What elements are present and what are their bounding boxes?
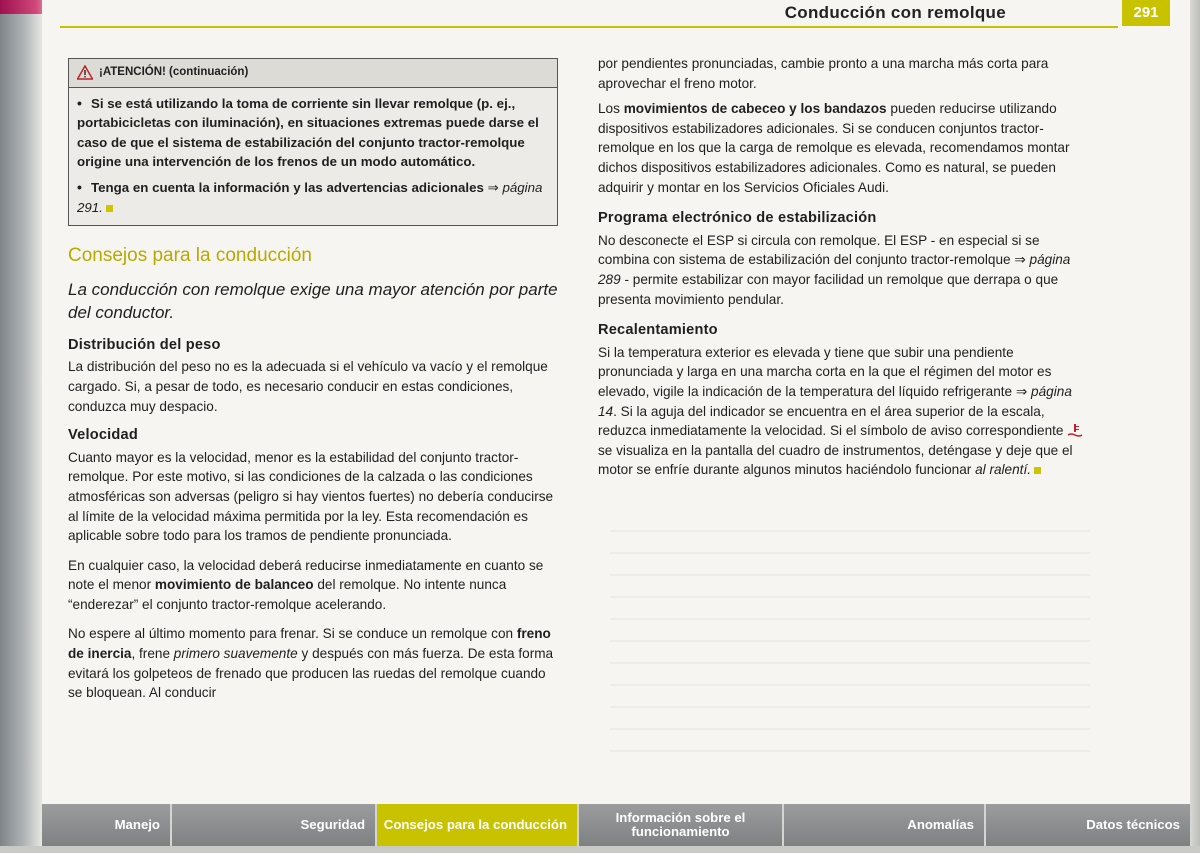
paragraph: Cuanto mayor es la velocidad, menor es la estabilidad del conjunto tractor-remolque. Por este motivo, si las condiciones de la calzada o las condiciones atmosféricas son adversas (peligro si hay vientos fuertes) no debería conducirse al límite de la velocidad máxima permitida por la ley. Esta recomendación es aplicable sobre todo para los tramos de pendiente pronunciada. <box>68 449 554 544</box>
paragraph: Los movimientos de cabeceo y los bandazos pueden reducirse utilizando dispositivos estabilizadores adicionales. Si se conducen conjuntos tractor-remolque en los que la carga de remolque es elevada, recomendamos montar dichos dispositivos estabilizadores adicionales. Como es natural, se pueden adquirir y montar en los Servicios Oficiales Audi. <box>598 101 1070 195</box>
warning-heading-text: ¡ATENCIÓN! (continuación) <box>99 66 249 78</box>
page-header <box>60 0 1118 28</box>
end-of-section-mark <box>1034 467 1041 474</box>
page-right-edge <box>1190 0 1200 853</box>
warning-triangle-icon <box>77 65 93 80</box>
section-title: Consejos para la conducción <box>68 245 312 267</box>
page-reference-link[interactable]: ⇒ página 291. <box>77 179 543 215</box>
paragraph: por pendientes pronunciadas, cambie pronto a una marcha más corta para aprovechar el freno motor. <box>598 56 1049 91</box>
paragraph: En cualquier caso, la velocidad deberá reducirse inmediatamente en cuanto se note el menor movimiento de balanceo del remolque. No intente nunca “enderezar” el conjunto tractor-remolque acelerando. <box>68 557 544 612</box>
book-spine-shadow <box>0 0 42 853</box>
paragraph: La distribución del peso no es la adecuada si el vehículo va vacío y el remolque cargado. Si, a pesar de todo, es necesario conducir en estas condiciones, conduzca muy despacio. <box>68 359 548 414</box>
coolant-temperature-icon <box>1067 423 1083 437</box>
nav-tab-consejos[interactable]: Consejos para la conducción <box>377 804 579 846</box>
subheading-distribucion: Distribución del peso <box>68 336 221 353</box>
paragraph: Si la temperatura exterior es elevada y tiene que subir una pendiente pronunciada y larga en una marcha corta en la que el régimen del motor es elevado, vigile la indicación de la temperatura del líquido refrigerante ⇒ página 14. Si la aguja del indicador se encuentra en el área superior de la escala, reduzca inmediatamente la velocidad. Si el símbolo de aviso correspondiente se visualiza en la pantalla del cuadro de instrumentos, deténgase y deje que el motor se enfríe durante algunos minutos haciéndolo funcionar al ralentí. <box>598 343 1088 480</box>
subheading-esp: Programa electrónico de estabilización <box>598 210 877 227</box>
warning-item: • Si se está utilizando la toma de corriente sin llevar remolque (p. ej., portabicicletas con iluminación), en situaciones extremas puede darse el caso de que el sistema de estabilización del conjunto tractor-remolque origine una intervención de los frenos de un modo automático. <box>77 94 539 170</box>
warning-body <box>69 88 557 226</box>
warning-item: • Tenga en cuenta la información y las advertencias adicionales ⇒ página 291. <box>77 178 543 215</box>
left-column <box>68 58 558 713</box>
end-of-section-mark <box>106 205 113 212</box>
nav-tab-datos-tecnicos[interactable]: Datos técnicos <box>986 804 1190 846</box>
nav-tab-informacion[interactable]: Información sobre el funcionamiento <box>579 804 784 846</box>
page-reference-link[interactable]: ⇒ página 14 <box>598 383 1072 419</box>
page-bottom-edge <box>0 846 1200 853</box>
nav-tab-manejo[interactable]: Manejo <box>42 804 172 846</box>
bullet-icon: • <box>77 94 82 111</box>
page-title: Conducción con remolque <box>784 3 1006 22</box>
subheading-recalentamiento: Recalentamiento <box>598 322 718 339</box>
nav-tab-seguridad[interactable]: Seguridad <box>172 804 377 846</box>
bullet-icon: • <box>77 178 82 195</box>
page-reference-link[interactable]: ⇒ página 289 <box>598 252 1071 287</box>
section-intro: La conducción con remolque exige una mayor atención por parte del conductor. <box>68 279 558 322</box>
paragraph: No espere al último momento para frenar. Si se conduce un remolque con freno de inercia, frene primero suavemente y después con más fuerza. De esta forma evitará los golpeteos de frenado que producen las ruedas del remolque cuando se bloquean. Al conducir <box>68 626 554 701</box>
page-number: 291 <box>1122 0 1170 26</box>
paragraph: No desconecte el ESP si circula con remolque. El ESP - en especial si se combina con sistema de estabilización del conjunto tractor-remolque ⇒ página 289 - permite estabilizar con mayor facilidad un remolque que derrapa o que presenta movimiento pendular. <box>598 232 1071 307</box>
right-column <box>598 54 1088 490</box>
nav-tab-anomalias[interactable]: Anomalías <box>784 804 986 846</box>
chapter-nav <box>42 804 1190 846</box>
subheading-velocidad: Velocidad <box>68 427 138 444</box>
show-through-texture <box>610 530 1090 770</box>
warning-box <box>68 58 558 226</box>
warning-heading <box>69 59 557 88</box>
